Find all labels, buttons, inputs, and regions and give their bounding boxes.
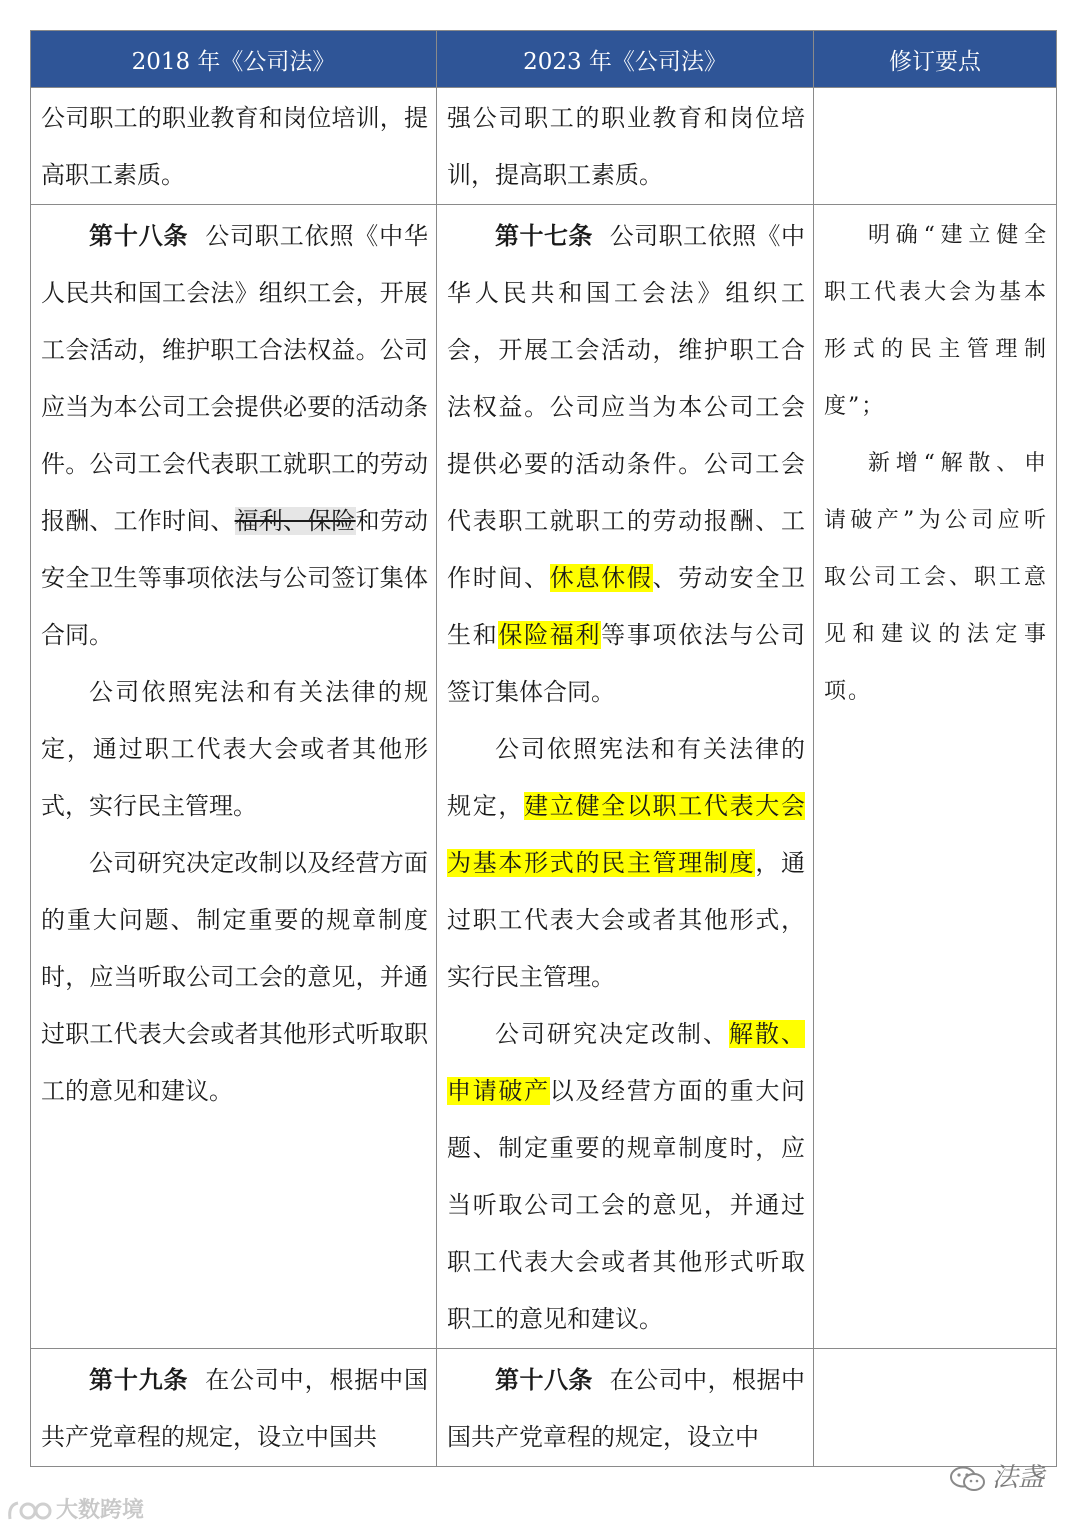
paragraph: 公司研究决定改制以及经营方面的重大问题、制定重要的规章制度时，应当听取公司工会的意见，并通过职工代表大会或者其他形式听取职工的意见和建议。 bbox=[41, 849, 428, 1105]
paragraph bbox=[447, 1351, 805, 1466]
wechat-icon bbox=[948, 1465, 988, 1493]
note: 明确“建立健全职工代表大会为基本形式的民主管理制度”； bbox=[824, 223, 1048, 419]
watermark-text: 大数跨境 bbox=[56, 1498, 145, 1523]
watermark-right bbox=[948, 1457, 1044, 1494]
highlighted-text: 解散、申请破产 bbox=[447, 1020, 805, 1105]
highlighted-text: 保险福利 bbox=[498, 621, 602, 649]
watermark-text: 法盏 bbox=[992, 1463, 1045, 1493]
paragraph bbox=[447, 721, 805, 1006]
text-run: 在公司中，根据中国共产党章程的规定，设立中国共 bbox=[41, 1366, 429, 1451]
cell-2023 bbox=[437, 205, 814, 1349]
paragraph bbox=[41, 1351, 428, 1466]
article-number: 第十八条 bbox=[495, 1365, 593, 1394]
comparison-table bbox=[30, 30, 1057, 1467]
text-run: 公司职工依照《中华人民共和国工会法》组织工会，开展工会活动，维护职工合法权益。公司应当为本公司工会提供必要的活动条件。公司工会代表职工就职工的劳动报酬、工作时间、 bbox=[447, 222, 806, 592]
table-row bbox=[31, 205, 1057, 1349]
cell-2018 bbox=[31, 88, 437, 205]
table-row bbox=[31, 1349, 1057, 1467]
article-number: 第十八条 bbox=[89, 221, 189, 250]
article-number: 第十九条 bbox=[89, 1365, 189, 1394]
cell-2023 bbox=[437, 88, 814, 205]
paragraph: 公司依照宪法和有关法律的规定，通过职工代表大会或者其他形式，实行民主管理。 bbox=[41, 678, 428, 820]
header-2023: 2023 年《公司法》 bbox=[437, 31, 814, 88]
text-run: 、劳动安全卫生和 bbox=[447, 564, 806, 649]
article-number: 第十七条 bbox=[495, 221, 593, 250]
table-row bbox=[31, 88, 1057, 205]
deleted-text: 福利、保险 bbox=[234, 507, 356, 535]
cell-2018 bbox=[31, 205, 437, 1349]
text-run: 和劳动安全卫生等事项依法与公司签订集体合同。 bbox=[41, 507, 429, 649]
header-2018: 2018 年《公司法》 bbox=[31, 31, 437, 88]
note: 新增“解散、申请破产”为公司应听取公司工会、职工意见和建议的法定事项。 bbox=[824, 451, 1048, 704]
cell-notes bbox=[814, 205, 1057, 1349]
text-run: 公司职工依照《中华人民共和国工会法》组织工会，开展工会活动，维护职工合法权益。公司应当为本公司工会提供必要的活动条件。公司工会代表职工就职工的劳动报酬、工作时间、 bbox=[41, 222, 429, 535]
text-run: 公司依照宪法和有关法律的规定， bbox=[447, 735, 805, 820]
paragraph bbox=[447, 207, 805, 721]
text-run: 在公司中，根据中国共产党章程的规定，设立中 bbox=[447, 1366, 806, 1451]
cell-notes bbox=[814, 1349, 1057, 1467]
highlighted-text: 建立健全以职工代表大会为基本形式的民主管理制度 bbox=[447, 792, 806, 877]
cell-2018 bbox=[31, 1349, 437, 1467]
paragraph bbox=[447, 1006, 805, 1348]
cell-text: 公司职工的职业教育和岗位培训，提高职工素质。 bbox=[41, 104, 428, 189]
text-run: 以及经营方面的重大问题、制定重要的规章制度时，应当听取公司工会的意见，并通过职工代表大会或者其他形式听取职工的意见和建议。 bbox=[447, 1077, 806, 1333]
highlighted-text: 休息休假 bbox=[549, 564, 653, 592]
paragraph bbox=[41, 207, 428, 664]
cell-notes bbox=[814, 88, 1057, 205]
text-run: ，通过职工代表大会或者其他形式，实行民主管理。 bbox=[447, 849, 806, 991]
header-revision-points: 修订要点 bbox=[814, 31, 1057, 88]
cell-2023 bbox=[437, 1349, 814, 1467]
brand-logo-icon bbox=[6, 1499, 52, 1523]
text-run: 等事项依法与公司签订集体合同。 bbox=[447, 621, 806, 706]
text-run: 公司研究决定改制、 bbox=[495, 1020, 729, 1048]
cell-text: 强公司职工的职业教育和岗位培训，提高职工素质。 bbox=[447, 104, 805, 189]
header-row bbox=[31, 31, 1057, 88]
watermark-left bbox=[6, 1493, 144, 1524]
